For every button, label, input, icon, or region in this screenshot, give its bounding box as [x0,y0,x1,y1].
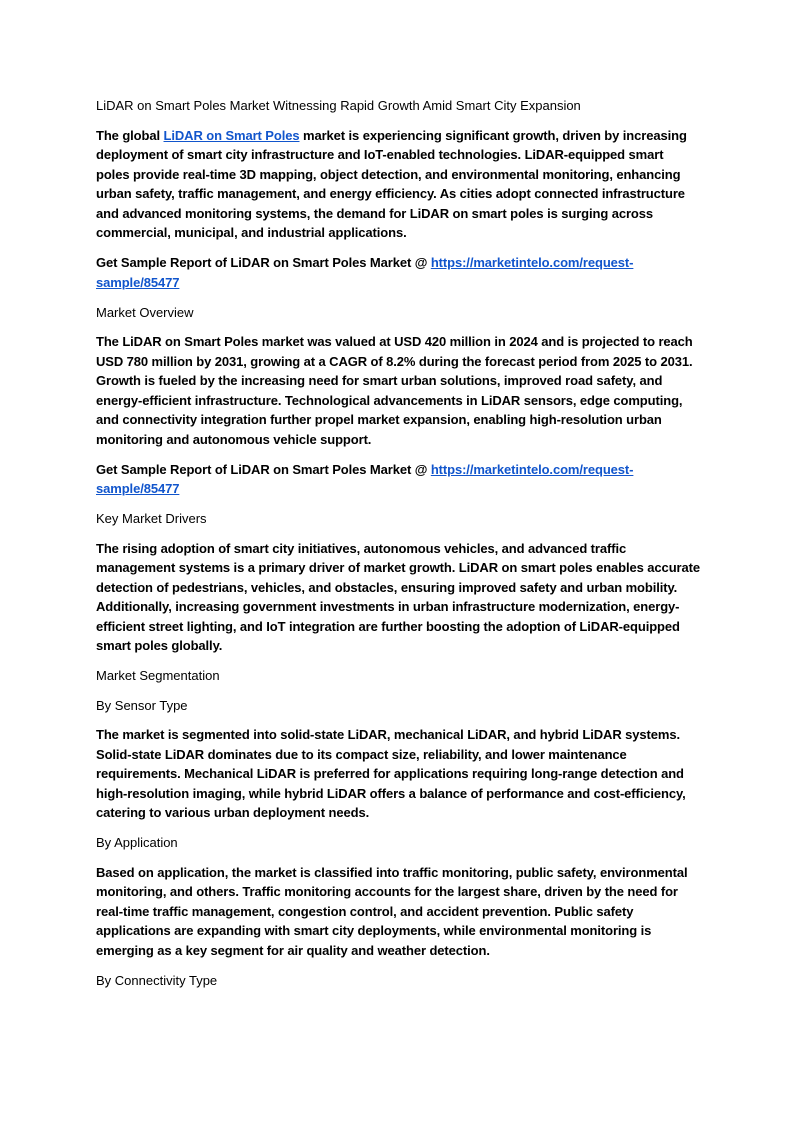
market-overview-paragraph: The LiDAR on Smart Poles market was valued at USD 420 million in 2024 and is projected to reach USD 780 million by 2031, growing at a CAGR of 8.2% during the forecast period from 2025 to 2031. Growth is fueled by the increasing need for smart urban solutions, improved road safety, and energy-efficient infrastructure. Technological advancements in LiDAR sensors, edge computing, and connectivity integration further propel market expansion, enabling high-resolution urban monitoring and autonomous vehicle support. [96,334,693,447]
market-overview-heading: Market Overview [96,304,194,320]
intro-suffix: market is experiencing significant growth, driven by increasing deployment of smart city infrastructure and IoT-enabled technologies. LiDAR-equipped smart poles provide real-time 3D mapping, object detection, and environmental monitoring, enhancing urban safety, traffic management, and energy efficiency. As cities adopt connected infrastructure and advanced monitoring systems, the demand for LiDAR on smart poles is surging across commercial, municipal, and industrial applications. [96,127,687,240]
segmentation-heading: Market Segmentation [96,668,220,683]
by-sensor-heading: By Sensor Type [96,697,188,713]
lidar-smart-poles-link[interactable]: LiDAR on Smart Poles [163,127,300,143]
sample-report-label-2: Get Sample Report of LiDAR on Smart Poles Market @ [96,461,431,477]
sample-report-paragraph-1 [96,253,700,292]
sample-report-label-1: Get Sample Report of LiDAR on Smart Poles Market @ [96,255,431,270]
sample-report-link-1[interactable]: https://marketintelo.com/request-sample/85477 [96,255,634,290]
sample-report-link-2[interactable]: https://marketintelo.com/request-sample/85477 [96,461,634,496]
key-drivers-paragraph: The rising adoption of smart city initiatives, autonomous vehicles, and advanced traffic management systems is a primary driver of market growth. LiDAR on smart poles enables accurate detection of pedestrians, vehicles, and obstacles, ensuring improved safety and urban mobility. Additionally, increasing government investments in urban infrastructure modernization, energy-efficient street lighting, and IoT integration are further boosting the adoption of LiDAR-equipped smart poles globally. [96,540,700,653]
document-title: LiDAR on Smart Poles Market Witnessing Rapid Growth Amid Smart City Expansion [96,98,581,113]
document-page [96,96,700,1000]
by-connectivity-heading: By Connectivity Type [96,972,218,988]
by-application-paragraph: Based on application, the market is classified into traffic monitoring, public safety, environmental monitoring, and others. Traffic monitoring accounts for the largest share, driven by the need for real-time traffic management, congestion control, and accident prevention. Public safety applications are expanding with smart city deployments, while environmental monitoring is emerging as a key segment for air quality and weather detection. [96,864,688,958]
by-sensor-paragraph: The market is segmented into solid-state LiDAR, mechanical LiDAR, and hybrid LiDAR systems. Solid-state LiDAR dominates due to its compact size, reliability, and lower maintenance requirements. Mechanical LiDAR is preferred for applications requiring long-range detection and high-resolution imaging, while hybrid LiDAR offers a balance of performance and cost-efficiency, catering to various urban deployment needs. [96,727,686,820]
key-drivers-heading: Key Market Drivers [96,511,207,526]
intro-paragraph [96,126,700,243]
intro-prefix: The global [96,127,164,143]
by-application-heading: By Application [96,835,178,850]
sample-report-paragraph-2 [96,460,700,499]
